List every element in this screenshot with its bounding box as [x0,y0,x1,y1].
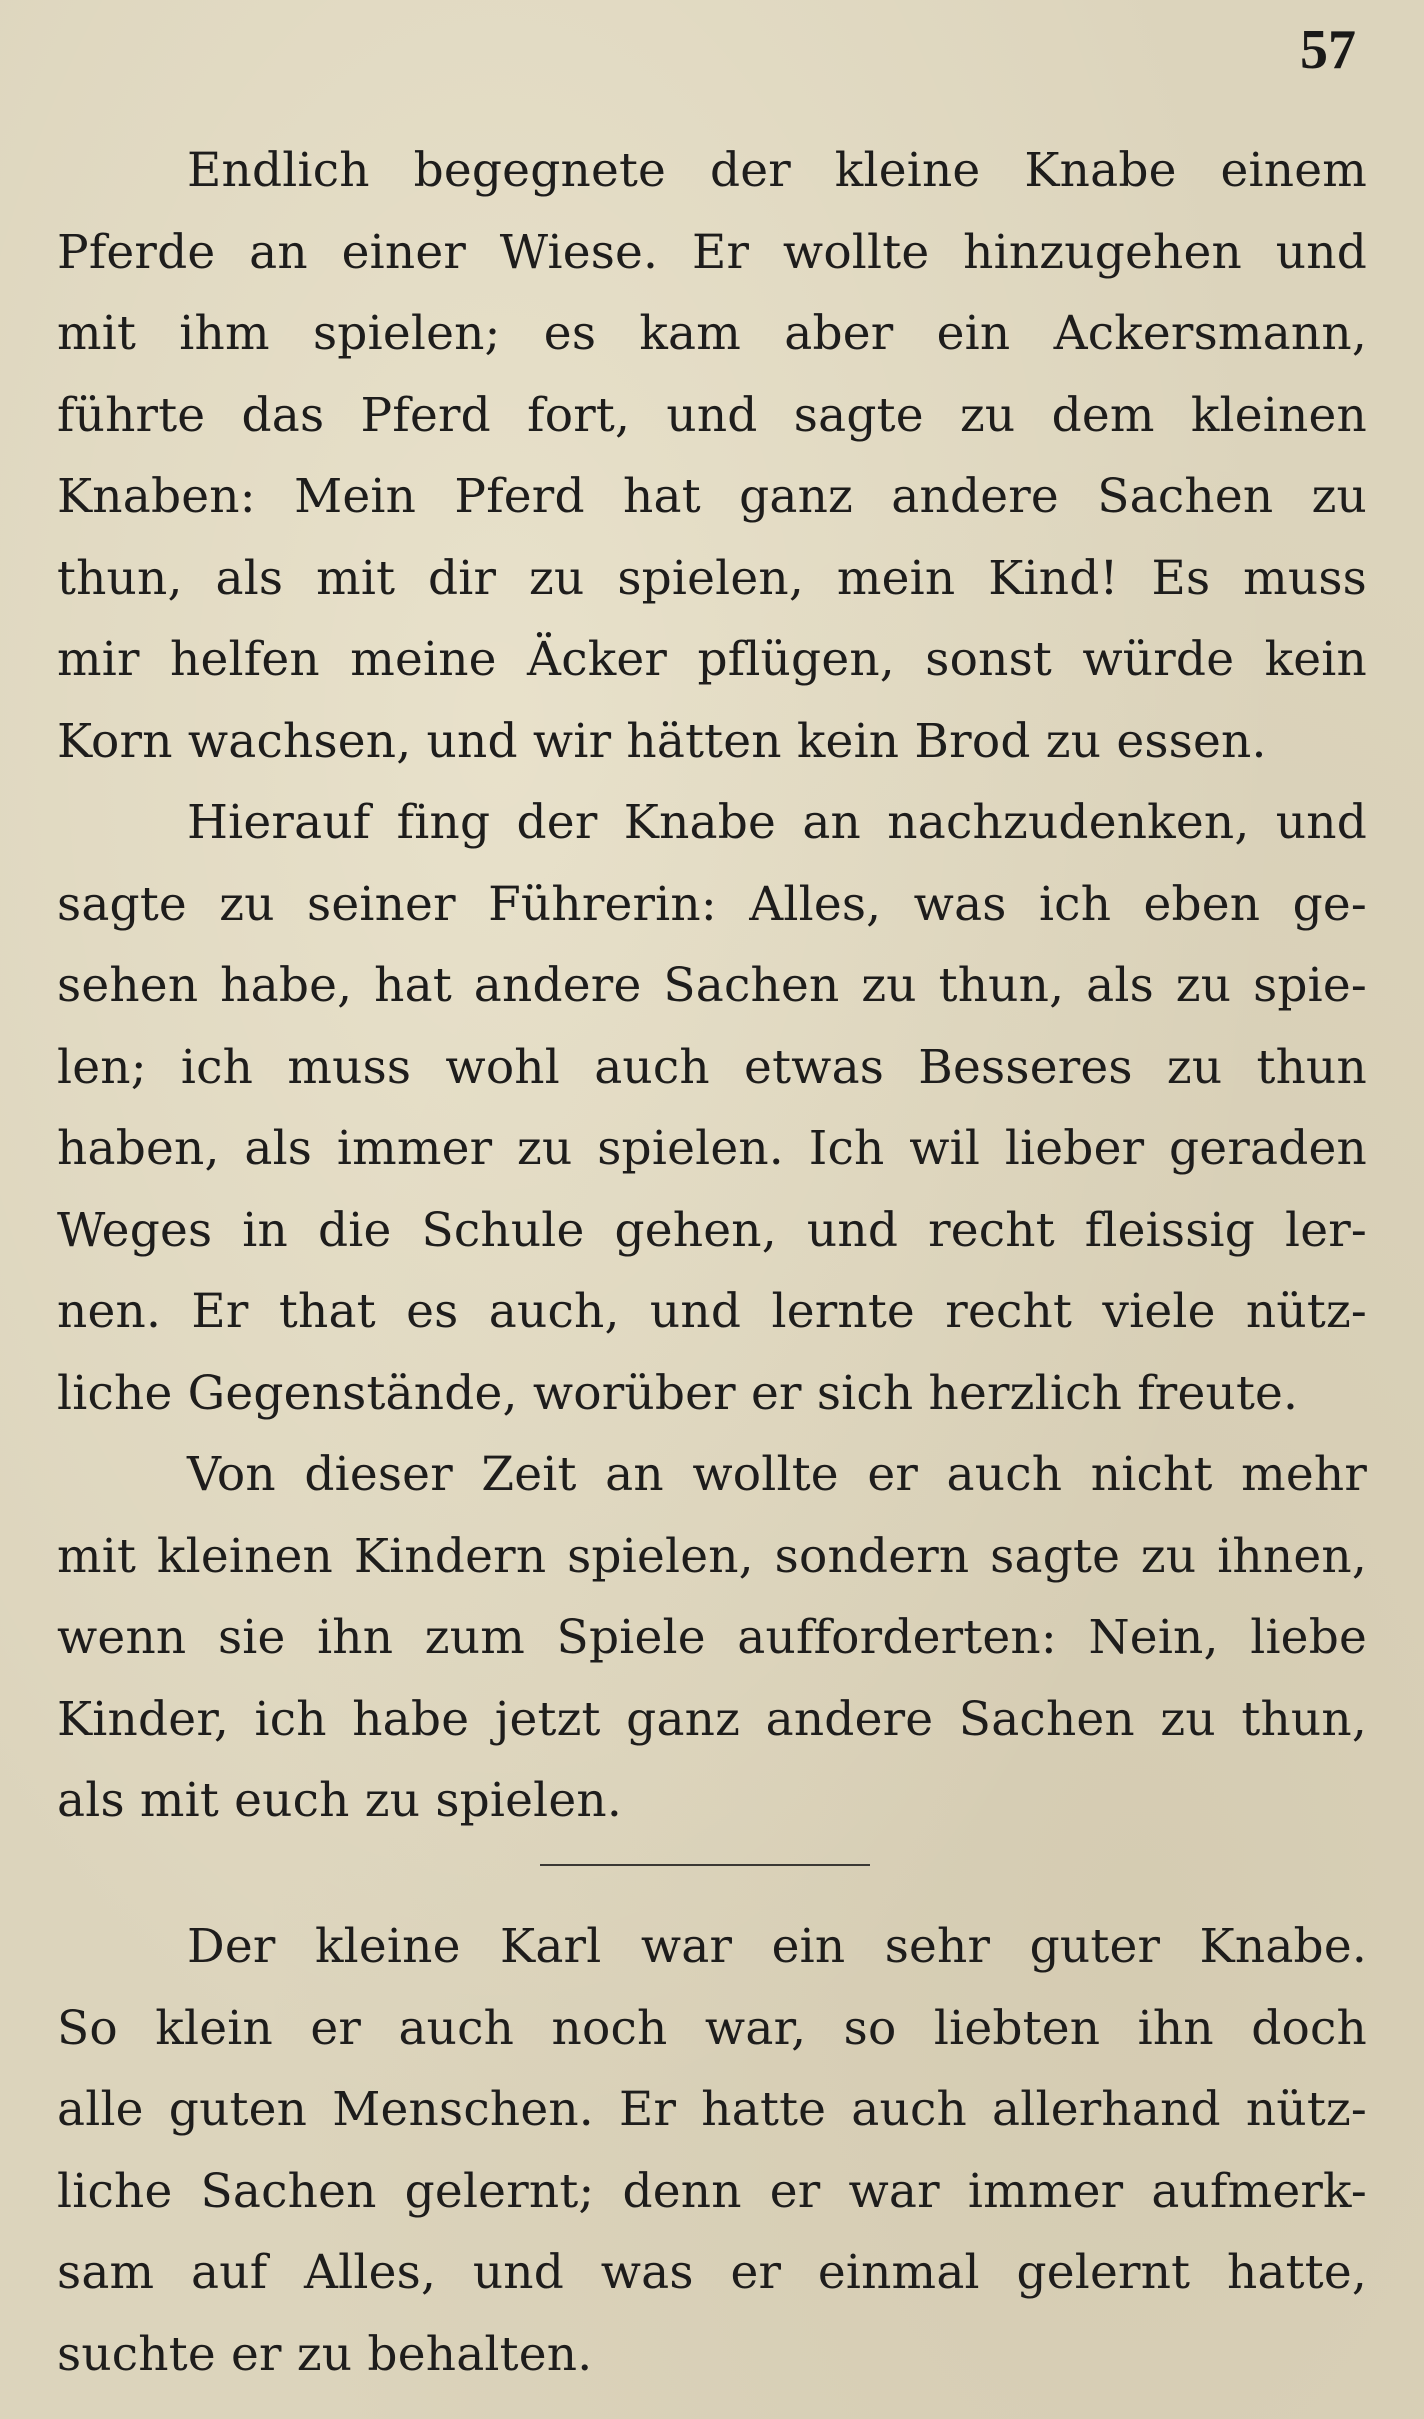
text-line: wenn sie ihn zum Spiele aufforderten: Nein, liebe [57,1610,1367,1665]
text-line: suchte er zu behalten. [57,2326,593,2382]
text-line: thun, als mit dir zu spielen, mein Kind! Es muss [57,550,1367,606]
text-line: So klein er auch noch war, so liebten ihn doch [57,2000,1367,2056]
story-section-1 [57,130,1367,1842]
text-line: Der kleine Karl war ein sehr guter Knabe. [187,1919,1367,1974]
text-line: als mit euch zu spielen. [57,1773,623,1828]
page-number: 57 [1300,19,1356,81]
text-line: Kinder, ich habe jetzt ganz andere Sachen zu thun, [57,1691,1367,1747]
text-line: Weges in die Schule gehen, und recht fleissig ler- [57,1202,1367,1258]
text-line: liche Gegenstände, worüber er sich herzlich freute. [57,1365,1299,1421]
story-section-2 [57,1906,1367,2395]
text-line: nen. Er that es auch, und lernte recht viele nütz- [57,1284,1367,1339]
text-line: sam auf Alles, und was er einmal gelernt hatte, [57,2245,1367,2300]
text-line: len; ich muss wohl auch etwas Besseres zu thun [57,1039,1367,1095]
text-line: Knaben: Mein Pferd hat ganz andere Sachen zu [57,469,1367,524]
text-line: liche Sachen gelernt; denn er war immer aufmerk- [57,2163,1367,2219]
text-line: Pferde an einer Wiese. Er wollte hinzugehen und [57,224,1367,280]
text-line: Von dieser Zeit an wollte er auch nicht mehr [187,1447,1367,1502]
text-line: sehen habe, hat andere Sachen zu thun, als zu spie- [57,958,1367,1013]
section-divider [540,1864,870,1866]
text-line: führte das Pferd fort, und sagte zu dem kleinen [57,387,1367,443]
text-line: haben, als immer zu spielen. Ich wil lieber geraden [57,1121,1367,1176]
text-line: mit ihm spielen; es kam aber ein Ackersmann, [57,306,1367,361]
text-line: mir helfen meine Äcker pflügen, sonst würde kein [57,632,1367,687]
text-line: Endlich begegnete der kleine Knabe einem [187,143,1367,198]
text-line: sagte zu seiner Führerin: Alles, was ich eben ge- [57,876,1367,932]
text-line: Hierauf fing der Knabe an nachzudenken, und [187,795,1367,850]
text-line: mit kleinen Kindern spielen, sondern sagte zu ihnen, [57,1528,1367,1584]
text-line: alle guten Menschen. Er hatte auch allerhand nütz- [57,2082,1367,2137]
text-line: Korn wachsen, und wir hätten kein Brod zu essen. [57,713,1267,769]
